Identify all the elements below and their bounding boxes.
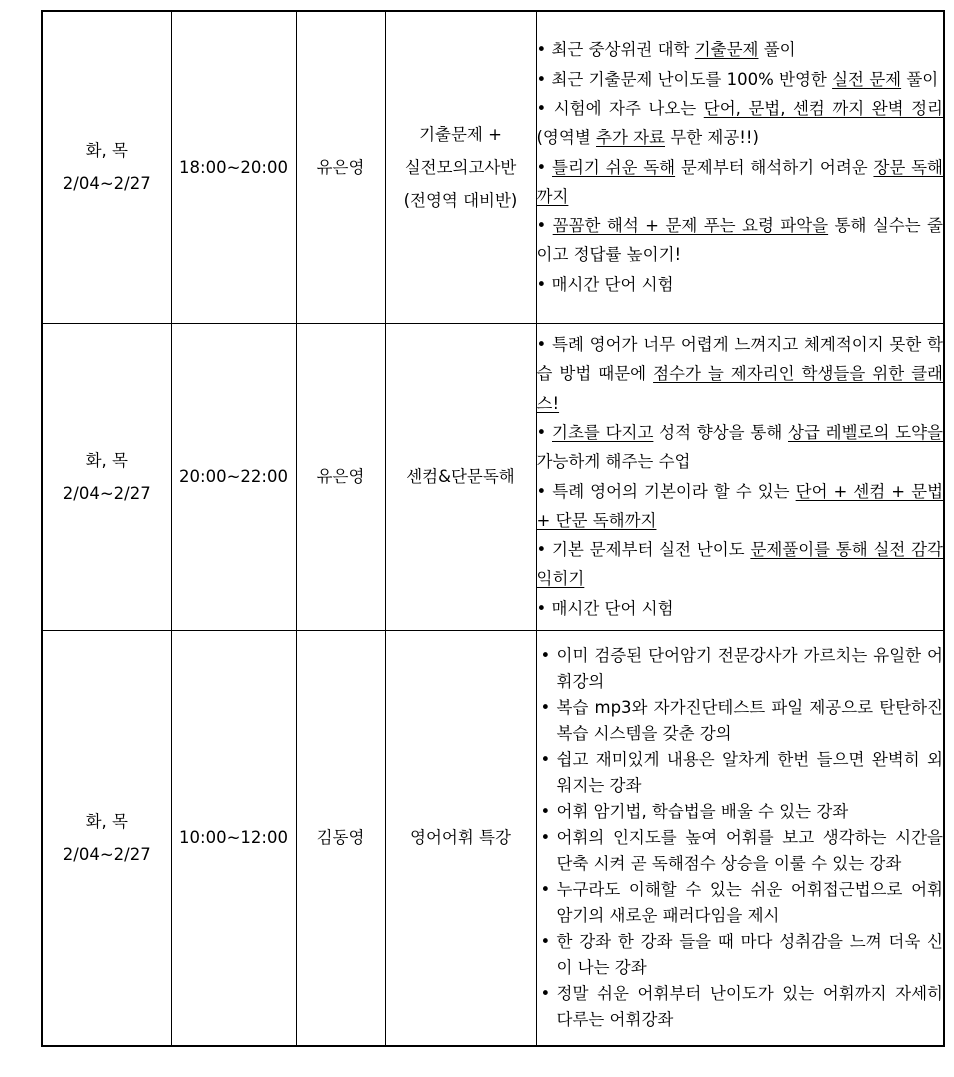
description-bullet: • 매시간 단어 시험 [536, 274, 674, 294]
bullet-icon: • [540, 827, 551, 847]
bullet-icon: • [540, 983, 551, 1003]
day-cell [42, 323, 171, 630]
schedule-table [41, 10, 945, 1047]
course-line: 영어어휘 특강 [410, 828, 511, 848]
description-bullet: • 최근 기출문제 난이도를 100% 반영한 실전 문제 풀이 [536, 69, 939, 89]
description-bullet: • 매시간 단어 시험 [536, 598, 674, 618]
description-bullet: • 기초를 다지고 성적 향상을 통해 상급 레벨로의 도약을 가능하게 해주는 수업 [536, 422, 943, 472]
description-cell [536, 11, 944, 323]
bullet-icon: • [540, 749, 551, 769]
list-item: • 어휘의 인지도를 높여 어휘를 보고 생각하는 시간을 단축 시켜 곧 독해점수 상승을 이룰 수 있는 강좌 [537, 825, 944, 877]
course-cell [385, 323, 536, 630]
table-row [42, 11, 944, 323]
feature-list [537, 643, 944, 1033]
list-item: • 쉽고 재미있게 내용은 알차게 한번 들으면 완벽히 외워지는 강좌 [537, 747, 944, 799]
list-item: • 한 강좌 한 강좌 들을 때 마다 성취감을 느껴 더욱 신이 나는 강좌 [537, 929, 944, 981]
description-bullet: • 최근 중상위권 대학 기출문제 풀이 [536, 40, 796, 60]
day-cell [42, 11, 171, 323]
description-bullet: • 틀리기 쉬운 독해 문제부터 해석하기 어려운 장문 독해까지 [536, 157, 943, 206]
period-label: 2/04~2/27 [62, 174, 151, 194]
description-bullet: • 기본 문제부터 실전 난이도 문제풀이를 통해 실전 감각 익히기 [536, 540, 943, 589]
period-label: 2/04~2/27 [62, 844, 151, 864]
day-label: 화, 목 [85, 450, 128, 470]
teacher-cell: 유은영 [296, 11, 385, 323]
course-line: 기출문제 + [419, 124, 502, 144]
day-label: 화, 목 [85, 811, 128, 831]
bullet-icon: • [540, 931, 551, 951]
bullet-icon: • [540, 879, 551, 899]
description-bullet: • 꼼꼼한 해석 + 문제 푸는 요령 파악을 통해 실수는 줄이고 정답률 높이기! [536, 216, 943, 265]
time-cell: 18:00~20:00 [171, 11, 296, 323]
course-line: 센컴&단문독해 [406, 467, 515, 486]
table-row [42, 630, 944, 1046]
course-cell [385, 630, 536, 1046]
list-item: • 복습 mp3와 자가진단테스트 파일 제공으로 탄탄하진 복습 시스템을 갖춘 강의 [537, 695, 944, 747]
day-cell [42, 630, 171, 1046]
list-item: • 정말 쉬운 어휘부터 난이도가 있는 어휘까지 자세히 다루는 어휘강좌 [537, 981, 944, 1033]
list-item: • 어휘 암기법, 학습법을 배울 수 있는 강좌 [537, 799, 944, 825]
description-bullet: • 특례 영어의 기본이라 할 수 있는 단어 + 센컴 + 문법 + 단문 독해까지 [536, 481, 944, 530]
bullet-icon: • [540, 697, 551, 717]
time-cell: 20:00~22:00 [171, 323, 296, 630]
description-cell [536, 630, 944, 1046]
course-line: 실전모의고사반 [404, 157, 517, 177]
teacher-cell: 유은영 [296, 323, 385, 630]
bullet-icon: • [540, 645, 551, 665]
table-row [42, 323, 944, 630]
day-label: 화, 목 [85, 141, 128, 161]
bullet-icon: • [540, 801, 551, 821]
description-bullet: • 특례 영어가 너무 어렵게 느껴지고 체계적이지 못한 학습 방법 때문에 점수가 늘 제자리인 학생들을 위한 클래스! [536, 335, 943, 413]
course-line: (전영역 대비반) [403, 190, 518, 210]
description-cell [536, 323, 944, 630]
list-item: • 누구라도 이해할 수 있는 쉬운 어휘접근법으로 어휘 암기의 새로운 패러다임을 제시 [537, 877, 944, 929]
description-bullet: • 시험에 자주 나오는 단어, 문법, 센컴 까지 완벽 정리 (영역별 추가 자료 무한 제공!!) [536, 99, 943, 148]
list-item: • 이미 검증된 단어암기 전문강사가 가르치는 유일한 어휘강의 [537, 643, 944, 695]
period-label: 2/04~2/27 [62, 483, 151, 503]
time-cell: 10:00~12:00 [171, 630, 296, 1046]
teacher-cell: 김동영 [296, 630, 385, 1046]
course-cell [385, 11, 536, 323]
